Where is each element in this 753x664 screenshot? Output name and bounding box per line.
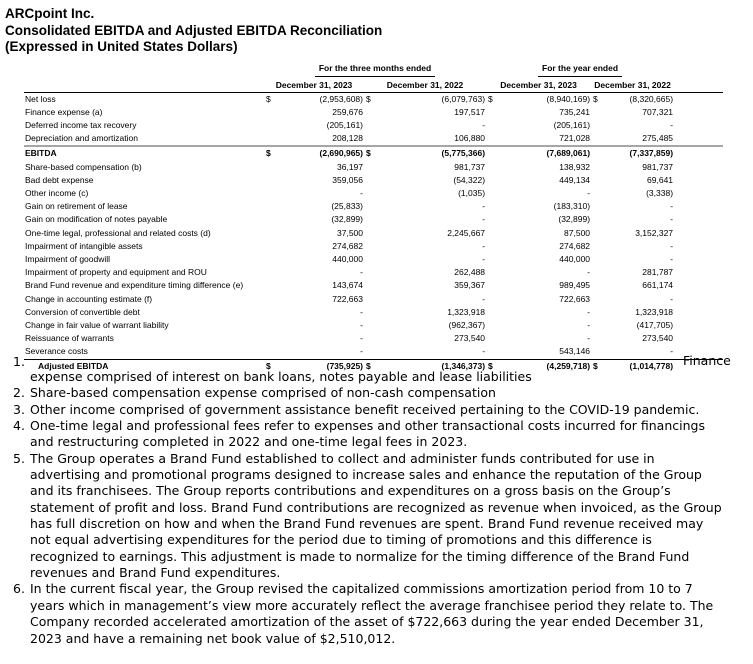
row-label: Severance costs <box>25 346 88 357</box>
dollar-sign <box>486 119 506 132</box>
cell-value: - <box>670 293 674 304</box>
dollar-sign <box>364 174 384 187</box>
cell-value: 36,197 <box>337 161 363 172</box>
cell-value: 359,056 <box>332 174 363 185</box>
table-row <box>24 253 723 266</box>
table-row <box>24 161 723 174</box>
spacer-cell <box>674 92 723 106</box>
dollar-sign <box>486 187 506 200</box>
dollar-sign <box>264 332 284 345</box>
empty-cell <box>24 61 264 77</box>
column-header: December 31, 2023 <box>264 77 364 92</box>
footnote-text: Share-based compensation expense comprised of non-cash compensation <box>30 385 496 401</box>
dollar-sign <box>486 266 506 279</box>
row-label: Impairment of property and equipment and ROU <box>25 267 207 278</box>
dollar-sign <box>486 200 506 213</box>
dollar-sign <box>486 293 506 306</box>
spacer-cell <box>674 279 723 292</box>
cell-value: - <box>482 253 486 264</box>
spacer-cell <box>674 227 723 240</box>
dollar-sign <box>364 293 384 306</box>
dollar-sign <box>486 279 506 292</box>
footnote-text: In the current fiscal year, the Group revised the capitalized commissions amortization period from 10 to 7 years which in management’s view more accurately reflect the average franchisee period they relate to. The Company recorded accelerated amortization of the asset of $722,663 during the year ended December 31, 2023 and have a remaining net book value of $2,510,012. <box>30 581 714 646</box>
cell-value: 143,674 <box>332 280 363 291</box>
dollar-sign <box>264 106 284 119</box>
cell-value: 543,146 <box>559 346 591 357</box>
cell-value: 3,152,327 <box>635 227 674 238</box>
cell-value: 359,367 <box>454 280 486 291</box>
spacer-cell <box>674 293 723 306</box>
dollar-sign <box>591 187 611 200</box>
dollar-sign: $ <box>366 93 371 104</box>
cell-value: - <box>482 240 486 251</box>
cell-value: - <box>587 306 591 317</box>
cell-value: (3,338) <box>646 187 674 198</box>
cell-value: (8,940,169) <box>546 93 591 104</box>
spacer-cell <box>674 119 723 132</box>
row-label: One-time legal, professional and related costs (d) <box>25 227 211 238</box>
cell-value: 138,932 <box>559 161 591 172</box>
cell-value: - <box>360 346 363 357</box>
dollar-sign: $ <box>364 359 384 373</box>
cell-value: (1,346,373) <box>384 359 486 373</box>
row-label: Finance expense (a) <box>25 106 103 117</box>
dollar-sign <box>264 213 284 226</box>
footnote-text: Other income comprised of government assistance benefit received pertaining to the COVID-19 pandemic. <box>30 401 700 417</box>
table-row <box>24 119 723 132</box>
dollar-sign <box>486 174 506 187</box>
table-row <box>24 332 723 345</box>
dollar-sign <box>264 306 284 319</box>
cell-value: (8,320,665) <box>629 93 674 104</box>
dollar-sign <box>486 253 506 266</box>
cell-value: (32,899) <box>331 214 363 225</box>
cell-value: - <box>482 293 486 304</box>
cell-value: 262,488 <box>454 267 486 278</box>
cell-value: - <box>482 214 486 225</box>
spacer-cell <box>674 187 723 200</box>
dollar-sign <box>364 132 384 146</box>
cell-value: - <box>482 119 486 130</box>
table-row <box>24 106 723 119</box>
cell-value: - <box>670 253 674 264</box>
row-label: Change in fair value of warrant liability <box>25 319 169 330</box>
cell-value: 2,245,667 <box>447 227 486 238</box>
dollar-sign <box>591 213 611 226</box>
table-row <box>24 174 723 187</box>
row-label: Net loss <box>25 93 56 104</box>
dollar-sign <box>591 227 611 240</box>
table-group-header-row <box>24 61 723 77</box>
footnotes-list <box>13 369 725 647</box>
row-label: Brand Fund revenue and expenditure timing difference (e) <box>25 280 244 291</box>
spacer-cell <box>674 306 723 319</box>
row-label: Conversion of convertible debt <box>25 306 140 317</box>
dollar-sign <box>264 293 284 306</box>
cell-value: 274,682 <box>332 240 363 251</box>
column-header: December 31, 2022 <box>364 77 486 92</box>
footnote-marker: 6. <box>13 581 25 597</box>
group-header-label: For the three months ended <box>315 61 435 77</box>
cell-value: (2,953,608) <box>319 93 363 104</box>
cell-value: 37,500 <box>337 227 363 238</box>
spacer-cell <box>674 174 723 187</box>
cell-value: (7,689,061) <box>506 146 591 160</box>
cell-value: 87,500 <box>564 227 591 238</box>
row-label: Deferred income tax recovery <box>25 119 137 130</box>
table-row <box>24 266 723 279</box>
group-header-label: For the year ended <box>538 61 622 77</box>
ebitda-reconciliation-table <box>24 61 723 373</box>
cell-value: 449,134 <box>559 174 591 185</box>
dollar-sign: $ <box>364 146 384 160</box>
spacer-cell <box>674 332 723 345</box>
row-label: Change in accounting estimate (f) <box>25 293 153 304</box>
cell-value: 208,128 <box>332 133 363 144</box>
cell-value: 722,663 <box>332 293 363 304</box>
footnote-item-2 <box>13 385 725 401</box>
dollar-sign <box>364 161 384 174</box>
cell-value: 273,540 <box>454 333 486 344</box>
dollar-sign <box>264 132 284 146</box>
spacer-cell <box>674 253 723 266</box>
dollar-sign <box>364 253 384 266</box>
dollar-sign <box>264 253 284 266</box>
dollar-sign: $ <box>264 359 284 373</box>
dollar-sign <box>264 119 284 132</box>
dollar-sign <box>486 213 506 226</box>
empty-cell <box>674 77 723 92</box>
footnote-marker: 4. <box>13 418 25 434</box>
cell-value: (205,161) <box>326 119 363 130</box>
dollar-sign <box>264 174 284 187</box>
cell-value: 440,000 <box>559 253 591 264</box>
cell-value: (5,775,366) <box>384 146 486 160</box>
cell-value: (54,322) <box>453 174 486 185</box>
currency-note: (Expressed in United States Dollars) <box>5 39 238 54</box>
dollar-sign <box>591 332 611 345</box>
cell-value: - <box>360 333 363 344</box>
group-header-three-months <box>264 61 486 77</box>
cell-value: (735,925) <box>284 359 364 373</box>
cell-value: 281,787 <box>642 267 674 278</box>
dollar-sign <box>364 319 384 332</box>
footnote-item-1-continuation <box>13 369 725 385</box>
row-label: Impairment of goodwill <box>25 253 111 264</box>
cell-value: 735,241 <box>559 106 591 117</box>
cell-value: 981,737 <box>454 161 486 172</box>
dollar-sign <box>591 132 611 146</box>
dollar-sign <box>264 227 284 240</box>
table-row <box>24 92 723 106</box>
dollar-sign <box>591 146 611 160</box>
footnote-item-3 <box>13 402 725 418</box>
company-name: ARCpoint Inc. <box>5 6 95 21</box>
spacer-cell <box>674 132 723 146</box>
cell-value: - <box>587 319 591 330</box>
table-row <box>24 200 723 213</box>
spacer-cell <box>674 161 723 174</box>
cell-value: 259,676 <box>332 106 363 117</box>
cell-value: (2,690,965) <box>284 146 364 160</box>
row-label: Gain on retirement of lease <box>25 201 128 212</box>
cell-value: (32,899) <box>558 214 591 225</box>
dollar-sign <box>264 345 284 359</box>
cell-value: (1,014,778) <box>611 359 674 373</box>
cell-value: 69,641 <box>647 174 674 185</box>
dollar-sign <box>364 106 384 119</box>
table-row <box>24 319 723 332</box>
dollar-sign <box>591 106 611 119</box>
dollar-sign <box>364 187 384 200</box>
footnote-item-4 <box>13 418 725 451</box>
dollar-sign <box>264 200 284 213</box>
dollar-sign <box>364 266 384 279</box>
table-date-header-row <box>24 77 723 92</box>
dollar-sign <box>364 306 384 319</box>
row-label: Gain on modification of notes payable <box>25 214 168 225</box>
table-row <box>24 345 723 359</box>
cell-value: (205,161) <box>553 119 591 130</box>
spacer-cell <box>674 266 723 279</box>
cell-value: (183,310) <box>553 201 591 212</box>
empty-cell <box>674 61 723 77</box>
cell-value: 440,000 <box>332 253 363 264</box>
column-header: December 31, 2023 <box>486 77 591 92</box>
dollar-sign: $ <box>264 146 284 160</box>
cell-value: 661,174 <box>642 280 674 291</box>
dollar-sign <box>591 319 611 332</box>
cell-value: (4,259,718) <box>506 359 591 373</box>
row-label: Impairment of intangible assets <box>25 240 143 251</box>
dollar-sign <box>591 279 611 292</box>
cell-value: (6,079,763) <box>441 93 486 104</box>
row-label: Bad debt expense <box>25 174 94 185</box>
table-row <box>24 293 723 306</box>
spacer-cell <box>674 240 723 253</box>
dollar-sign <box>364 213 384 226</box>
dollar-sign <box>364 240 384 253</box>
dollar-sign <box>486 306 506 319</box>
dollar-sign <box>486 240 506 253</box>
cell-value: (962,367) <box>448 319 486 330</box>
cell-value: 722,663 <box>559 293 591 304</box>
row-label: Other income (c) <box>25 187 89 198</box>
cell-value: 273,540 <box>642 333 674 344</box>
cell-value: (25,833) <box>331 201 363 212</box>
table-body <box>24 61 723 373</box>
footnote-1-inline-word: Finance <box>683 353 731 368</box>
cell-value: - <box>587 267 591 278</box>
group-header-year <box>486 61 674 77</box>
cell-value: - <box>587 333 591 344</box>
footnote-marker: 3. <box>13 401 25 417</box>
dollar-sign: $ <box>593 93 598 104</box>
dollar-sign <box>264 187 284 200</box>
table-row <box>24 279 723 292</box>
cell-value: 274,682 <box>559 240 591 251</box>
table-row <box>24 306 723 319</box>
footnote-text: The Group operates a Brand Fund established to collect and administer funds contributed for use in advertising and promotional programs designed to increase sales and enhance the reputation of the Group and its franchisees. The Group reports contributions and expenditures on a gross basis on the Group’s statement of profit and loss. Brand Fund contributions are recognized as revenue when invoiced, as the Group has full discretion on how and when the Brand Fund revenues are spent. Brand Fund revenue received may not equal advertising expenditures for the period due to timing of promotions and this difference is recognized to earnings. This adjustment is made to normalize for the timing difference of the Brand Fund revenues and Brand Fund expenditures. <box>30 450 722 581</box>
footnote-item-6 <box>13 581 725 646</box>
footnote-marker: 2. <box>13 385 25 401</box>
dollar-sign <box>591 253 611 266</box>
dollar-sign <box>264 279 284 292</box>
dollar-sign <box>591 345 611 359</box>
footnote-text: One-time legal and professional fees refer to expenses and other transactional costs incurred for financings and restructuring completed in 2022 and one-time legal fees in 2023. <box>30 418 705 450</box>
title-block <box>5 6 382 56</box>
cell-value: - <box>360 187 363 198</box>
column-header: December 31, 2022 <box>591 77 674 92</box>
row-label: Depreciation and amortization <box>25 133 138 144</box>
dollar-sign <box>364 345 384 359</box>
cell-value: 275,485 <box>642 133 674 144</box>
dollar-sign <box>591 306 611 319</box>
cell-value: - <box>482 201 486 212</box>
dollar-sign <box>486 345 506 359</box>
table-row <box>24 240 723 253</box>
dollar-sign <box>591 266 611 279</box>
spacer-cell <box>674 146 723 160</box>
dollar-sign: $ <box>266 93 271 104</box>
footnote-text: expense comprised of interest on bank loans, notes payable and lease liabilities <box>30 369 532 384</box>
dollar-sign <box>486 161 506 174</box>
table-row <box>24 227 723 240</box>
spacer-cell <box>674 106 723 119</box>
cell-value: (417,705) <box>636 319 674 330</box>
dollar-sign <box>364 119 384 132</box>
dollar-sign: $ <box>591 359 611 373</box>
dollar-sign <box>264 240 284 253</box>
dollar-sign <box>364 332 384 345</box>
dollar-sign: $ <box>486 359 506 373</box>
dollar-sign <box>264 319 284 332</box>
cell-value: - <box>670 214 674 225</box>
cell-value: (1,035) <box>458 187 486 198</box>
dollar-sign <box>486 227 506 240</box>
dollar-sign <box>591 174 611 187</box>
cell-value: - <box>482 346 486 357</box>
cell-value: - <box>587 187 591 198</box>
cell-value: - <box>360 267 363 278</box>
row-label: Reissuance of warrants <box>25 333 114 344</box>
list-marker-1: 1. <box>13 354 25 369</box>
table-row <box>24 132 723 146</box>
cell-value: 106,880 <box>454 133 486 144</box>
cell-value: 707,321 <box>642 106 674 117</box>
table-row <box>24 187 723 200</box>
footnote-marker: 5. <box>13 450 25 466</box>
cell-value: - <box>360 306 363 317</box>
row-label: Share-based compensation (b) <box>25 161 142 172</box>
dollar-sign <box>486 106 506 119</box>
row-label: EBITDA <box>24 146 264 160</box>
dollar-sign <box>264 266 284 279</box>
cell-value: - <box>360 319 363 330</box>
spacer-cell <box>674 319 723 332</box>
spacer-cell <box>674 200 723 213</box>
dollar-sign <box>264 161 284 174</box>
cell-value: 721,028 <box>559 133 591 144</box>
dollar-sign <box>364 200 384 213</box>
cell-value: 1,323,918 <box>447 306 486 317</box>
spacer-cell <box>674 213 723 226</box>
dollar-sign <box>486 319 506 332</box>
cell-value: (7,337,859) <box>611 146 674 160</box>
dollar-sign <box>364 279 384 292</box>
cell-value: - <box>670 119 674 130</box>
dollar-sign: $ <box>488 93 493 104</box>
dollar-sign <box>486 132 506 146</box>
table-row <box>24 213 723 226</box>
cell-value: - <box>670 346 674 357</box>
table-row <box>24 146 723 160</box>
dollar-sign <box>591 293 611 306</box>
dollar-sign <box>591 161 611 174</box>
empty-cell <box>24 77 264 92</box>
dollar-sign <box>591 119 611 132</box>
dollar-sign <box>591 240 611 253</box>
row-label: Adjusted EBITDA <box>24 359 264 373</box>
cell-value: 1,323,918 <box>635 306 674 317</box>
footnote-item-5 <box>13 451 725 582</box>
dollar-sign <box>591 200 611 213</box>
cell-value: 197,517 <box>454 106 486 117</box>
document-title: Consolidated EBITDA and Adjusted EBITDA Reconciliation <box>5 22 383 38</box>
cell-value: - <box>670 201 674 212</box>
dollar-sign <box>486 332 506 345</box>
cell-value: 981,737 <box>642 161 674 172</box>
dollar-sign <box>364 227 384 240</box>
cell-value: - <box>670 240 674 251</box>
dollar-sign <box>486 146 506 160</box>
cell-value: 989,495 <box>559 280 591 291</box>
